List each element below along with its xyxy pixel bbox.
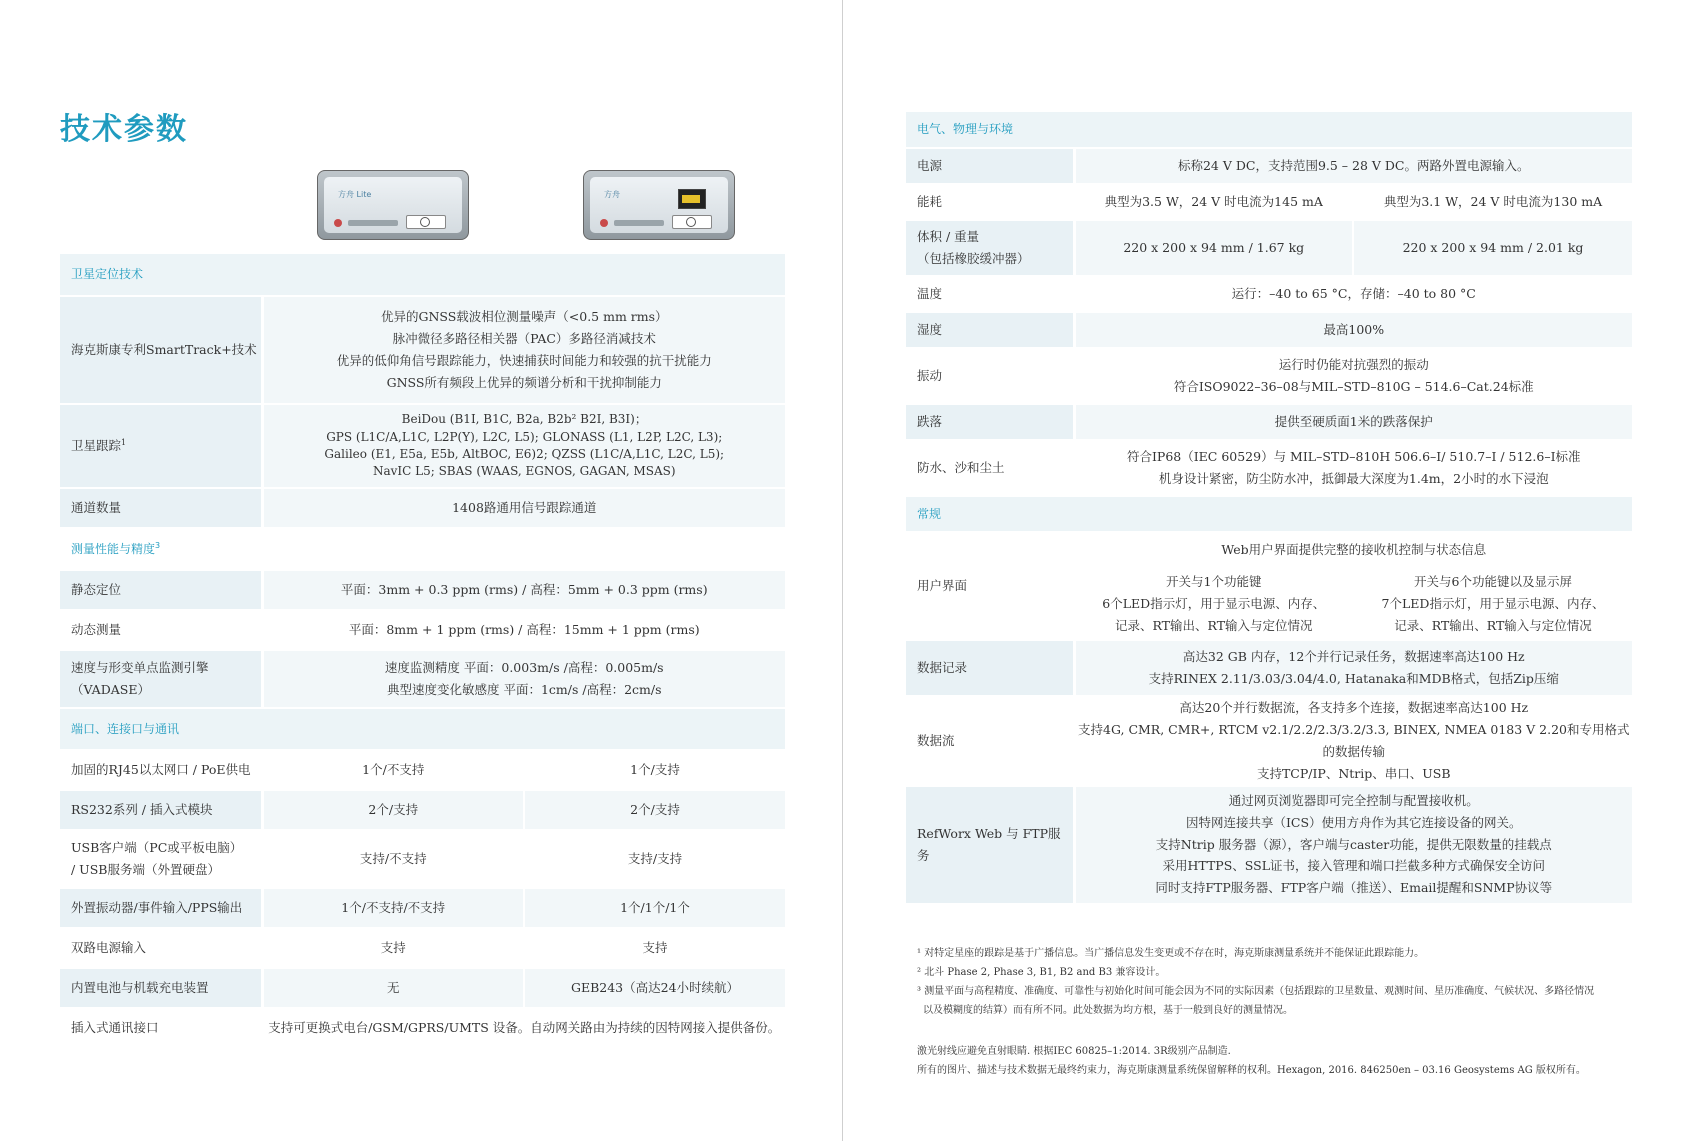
- vadase-value: 速度监测精度 平面：0.003m/s /高程：0.005m/s 典型速度变化敏感度 平面：1cm/s /高程：2cm/s: [262, 650, 785, 708]
- battery-full: GEB243（高达24小时续航）: [524, 968, 785, 1008]
- tracking-label: 卫星跟踪$^1$: [60, 404, 262, 488]
- plugin-value: 支持可更换式电台/GSM/GPRS/UMTS 设备。自动网关路由为持续的因特网接入提供备份。: [262, 1008, 785, 1048]
- legal-notice: [917, 1042, 1637, 1080]
- static-value: 平面：3mm + 0.3 ppm (rms) / 高程：5mm + 0.3 ppm (rms): [262, 570, 785, 610]
- power-value: 标称24 V DC，支持范围9.5 – 28 V DC。两路外置电源输入。: [1074, 148, 1632, 184]
- section-perf: 测量性能与精度$^3$: [60, 528, 785, 570]
- logging-label: 数据记录: [906, 640, 1074, 696]
- channels-value: 1408路通用信号跟踪通道: [262, 488, 785, 528]
- legal-copyright: 所有的图片、描述与技术数据无最终约束力，海克斯康测量系统保留解释的权利。Hexagon, 2016. 846250en – 03.16 Geosystems AG 版权所有。: [917, 1065, 1586, 1076]
- vadase-label: 速度与形变单点监测引擎 （VADASE）: [60, 650, 262, 708]
- section-ports: 端口、连接口与通讯: [60, 708, 785, 750]
- static-label: 静态定位: [60, 570, 262, 610]
- channels-label: 通道数量: [60, 488, 262, 528]
- section-sat: 卫星定位技术: [60, 254, 785, 296]
- rj45-label: 加固的RJ45以太网口 / PoE供电: [60, 750, 262, 790]
- footnote-1: ¹ 对特定星座的跟踪是基于广播信息。当广播信息发生变更或不存在时，海克斯康测量系统并不能保证此跟踪能力。: [917, 948, 1425, 959]
- rs232-label: RS232系列 / 插入式模块: [60, 790, 262, 830]
- ui-lite: 开关与1个功能键 6个LED指示灯，用于显示电源、内存、 记录、RT输出、RT输入与定位情况: [1074, 568, 1353, 640]
- logging-value: 高达32 GB 内存，12个并行记录任务，数据速率高达100 Hz 支持RINEX 2.11/3.03/3.04/4.0, Hatanaka和MDB格式，包括Zip压缩: [1074, 640, 1632, 696]
- usb-lite: 支持/不支持: [262, 830, 524, 888]
- temp-value: 运行：–40 to 65 °C，存储：–40 to 80 °C: [1074, 276, 1632, 312]
- drop-label: 跌落: [906, 404, 1074, 440]
- size-lite: 220 x 200 x 94 mm / 1.67 kg: [1074, 220, 1353, 276]
- ui-label: 用户界面: [906, 532, 1074, 640]
- smarttrack-label: 海克斯康专利SmartTrack+技术: [60, 296, 262, 404]
- rs232-lite: 2个/支持: [262, 790, 524, 830]
- humidity-value: 最高100%: [1074, 312, 1632, 348]
- vibration-label: 振动: [906, 348, 1074, 404]
- device-image-full: [583, 170, 735, 240]
- consumption-full: 典型为3.1 W，24 V 时电流为130 mA: [1353, 184, 1632, 220]
- drop-value: 提供至硬质面1米的跌落保护: [1074, 404, 1632, 440]
- footnote-2: ² 北斗 Phase 2, Phase 3, B1, B2 and B3 兼容设计。: [917, 967, 1166, 978]
- footnotes: [917, 944, 1637, 1020]
- streams-label: 数据流: [906, 696, 1074, 786]
- battery-lite: 无: [262, 968, 524, 1008]
- legal-laser: 激光射线应避免直射眼睛. 根据IEC 60825–1:2014. 3R级别产品制造.: [917, 1046, 1231, 1057]
- rj45-lite: 1个/不支持: [262, 750, 524, 790]
- osc-label: 外置振动器/事件输入/PPS输出: [60, 888, 262, 928]
- dualpower-label: 双路电源输入: [60, 928, 262, 968]
- usb-full: 支持/支持: [524, 830, 785, 888]
- osc-lite: 1个/不支持/不支持: [262, 888, 524, 928]
- temp-label: 温度: [906, 276, 1074, 312]
- page-divider: [842, 0, 843, 1141]
- footnote-3: ³ 测量平面与高程精度、准确度、可靠性与初始化时间可能会因为不同的实际因素（包括跟踪的卫星数量、观测时间、星历准确度、气候状况、多路径情况: [917, 986, 1595, 997]
- consumption-label: 能耗: [906, 184, 1074, 220]
- section-env: 电气、物理与环境: [906, 112, 1632, 148]
- dualpower-lite: 支持: [262, 928, 524, 968]
- consumption-lite: 典型为3.5 W，24 V 时电流为145 mA: [1074, 184, 1353, 220]
- rs232-full: 2个/支持: [524, 790, 785, 830]
- power-label: 电源: [906, 148, 1074, 184]
- streams-value: 高达20个并行数据流，各支持多个连接，数据速率高达100 Hz 支持4G, CMR, CMR+, RTCM v2.1/2.2/2.3/3.2/3.3, BINEX, NMEA 0183 V 2.20和专用格式的数据传输 支持TCP/IP、Ntrip、串口、USB: [1074, 696, 1632, 786]
- right-spec-table: [906, 112, 1632, 905]
- usb-label: USB客户端（PC或平板电脑） / USB服务端（外置硬盘）: [60, 830, 262, 888]
- device-image-lite: [317, 170, 469, 240]
- plugin-label: 插入式通讯接口: [60, 1008, 262, 1048]
- device-lite-label: 方舟 Lite: [338, 190, 372, 199]
- smarttrack-value: 优异的GNSS载波相位测量噪声（<0.5 mm rms） 脉冲微径多路径相关器（PAC）多路径消减技术 优异的低仰角信号跟踪能力，快速捕获时间能力和较强的抗干扰能力 GNSS所有频段上优异的频谱分析和干扰抑制能力: [262, 296, 785, 404]
- section-general: 常规: [906, 496, 1632, 532]
- left-spec-table: [60, 254, 785, 1049]
- kinematic-label: 动态测量: [60, 610, 262, 650]
- vibration-value: 运行时仍能对抗强烈的振动 符合ISO9022–36–08与MIL–STD–810G – 514.6–Cat.24标准: [1074, 348, 1632, 404]
- refworx-value: 通过网页浏览器即可完全控制与配置接收机。 因特网连接共享（ICS）使用方舟作为其它连接设备的网关。 支持Ntrip 服务器（源），客户端与caster功能，提供无限数量的挂载点 采用HTTPS、SSL证书，接入管理和端口拦截多种方式确保安全访问 同时支持FTP服务器、FTP客户端（推送）、Email提醒和SNMP协议等: [1074, 786, 1632, 904]
- footnote-3-cont: 以及模糊度的结算）而有所不同。此处数据为均方根，基于一般到良好的测量情况。: [923, 1005, 1293, 1016]
- dualpower-full: 支持: [524, 928, 785, 968]
- water-value: 符合IP68（IEC 60529）与 MIL–STD–810H 506.6–I/ 510.7–I / 512.6–I标准 机身设计紧密，防尘防水冲，抵御最大深度为1.4m，2小时的水下浸泡: [1074, 440, 1632, 496]
- refworx-label: RefWorx Web 与 FTP服务: [906, 786, 1074, 904]
- battery-label: 内置电池与机载充电装置: [60, 968, 262, 1008]
- size-full: 220 x 200 x 94 mm / 2.01 kg: [1353, 220, 1632, 276]
- page-title: 技术参数: [60, 112, 188, 147]
- humidity-label: 湿度: [906, 312, 1074, 348]
- ui-full: 开关与6个功能键以及显示屏 7个LED指示灯，用于显示电源、内存、 记录、RT输出、RT输入与定位情况: [1353, 568, 1632, 640]
- device-full-label: 方舟: [604, 190, 620, 199]
- size-label: 体积 / 重量 （包括橡胶缓冲器）: [906, 220, 1074, 276]
- water-label: 防水、沙和尘土: [906, 440, 1074, 496]
- tracking-value: BeiDou (B1I, B1C, B2a, B2b² B2I, B3I)； GPS (L1C/A,L1C, L2P(Y), L2C, L5); GLONASS (L1, L2P, L2C, L3); Galileo (E1, E5a, E5b, AltBOC, E6)2; QZSS (L1C/A,L1C, L2C, L5); NavIC L5; SBAS (WAAS, EGNOS, GAGAN, MSAS): [262, 404, 785, 488]
- rj45-full: 1个/支持: [524, 750, 785, 790]
- ui-top: Web用户界面提供完整的接收机控制与状态信息: [1074, 532, 1632, 568]
- osc-full: 1个/1个/1个: [524, 888, 785, 928]
- kinematic-value: 平面：8mm + 1 ppm (rms) / 高程：15mm + 1 ppm (rms): [262, 610, 785, 650]
